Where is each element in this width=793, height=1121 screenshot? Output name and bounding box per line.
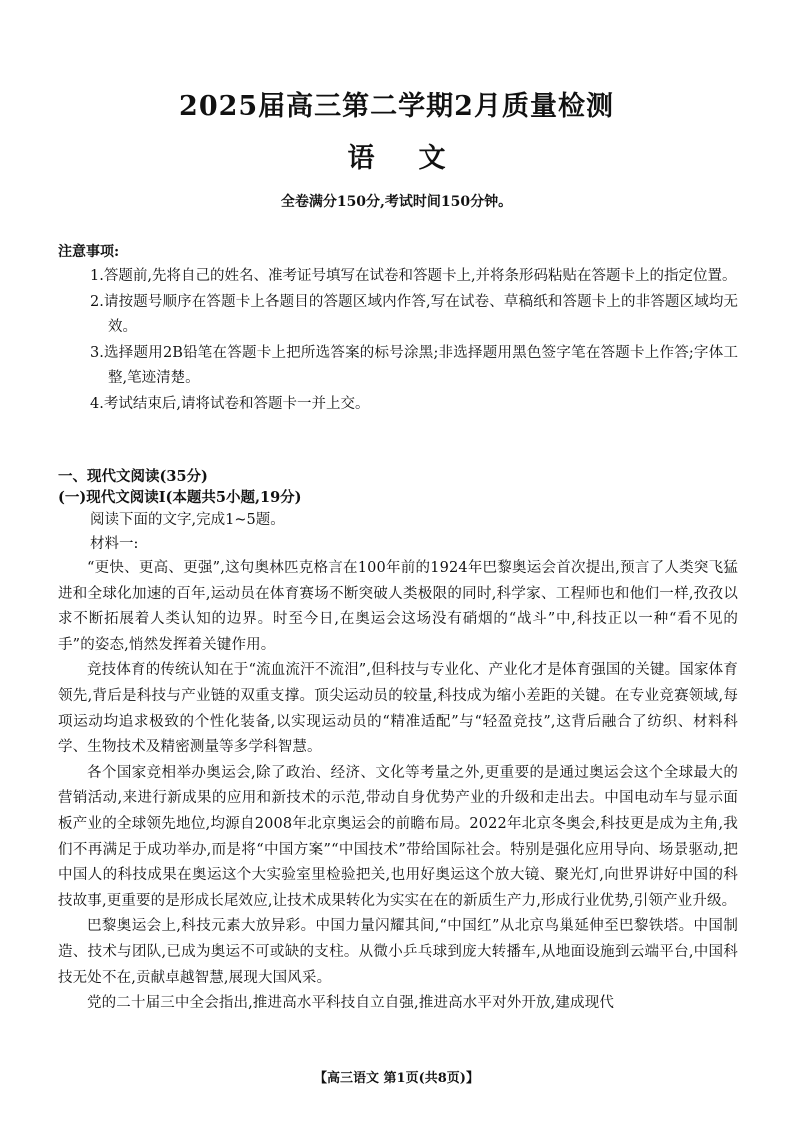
- material-paragraph: 党的二十届三中全会指出,推进高水平科技自立自强,推进高水平对外开放,建成现代: [87, 995, 615, 1012]
- reading-instruction: 阅读下面的文字,完成1~5题。: [90, 512, 285, 528]
- notice-heading: 注意事项:: [58, 244, 120, 260]
- notice-item: 4.考试结束后,请将试卷和答题卡一并上交。: [90, 395, 370, 412]
- notice-item: 1.答题前,先将自己的姓名、准考证号填写在试卷和答题卡上,并将条形码粘贴在答题卡上的指定位置。: [90, 268, 737, 284]
- subject-title: 语文: [347, 143, 490, 174]
- notice-item: 2.请按题号顺序在答题卡上各题目的答题区域内作答,写在试卷、草稿纸和答题卡上的非答题区域均无效。: [90, 293, 738, 335]
- material-paragraph: 竞技体育的传统认知在于“流血流汗不流泪”,但科技与专业化、产业化才是体育强国的关键。国家体育领先,背后是科技与产业链的双重支撑。顶尖运动员的较量,科技成为缩小差距的关键。在专业竞赛领域,每项运动均追求极致的个性化装备,以实现运动员的“精准适配”与“轻盈竞技”,这背后融合了纺织、材料科学、生物技术及精密测量等多学科智慧。: [58, 662, 738, 756]
- material-label: 材料一:: [90, 536, 139, 552]
- notice-item: 3.选择题用2B铅笔在答题卡上把所选答案的标号涂黑;非选择题用黑色签字笔在答题卡上作答;字体工整,笔迹清楚。: [90, 344, 738, 386]
- exam-title: 2025届高三第二学期2月质量检测: [179, 91, 614, 122]
- notice-block: [58, 240, 738, 417]
- exam-info: 全卷满分150分,考试时间150分钟。: [280, 194, 513, 210]
- section-heading: 一、现代文阅读(35分): [58, 468, 208, 485]
- page-footer: 【高三语文 第1页(共8页)】: [314, 1071, 479, 1086]
- reading-section: [58, 466, 738, 1017]
- material-paragraph: “更快、更高、更强”,这句奥林匹克格言在100年前的1924年巴黎奥运会首次提出,预言了人类突飞猛进和全球化加速的百年,运动员在体育赛场不断突破人类极限的同时,科学家、工程师也和他们一样,孜孜以求不断拓展着人类认知的边界。时至今日,在奥运会这场没有硝烟的“战斗”中,科技正以一种“看不见的手”的姿态,悄然发挥着关键作用。: [58, 560, 738, 653]
- section-subheading: (一)现代文阅读Ⅰ(本题共5小题,19分): [58, 489, 302, 506]
- material-paragraph: 巴黎奥运会上,科技元素大放异彩。中国力量闪耀其间,“中国红”从北京鸟巢延伸至巴黎铁塔。中国制造、技术与团队,已成为奥运不可或缺的支柱。从微小乒乓球到庞大转播车,从地面设施到云端平台,中国科技无处不在,贡献卓越智慧,展现大国风采。: [58, 918, 738, 986]
- material-paragraph: 各个国家竞相举办奥运会,除了政治、经济、文化等考量之外,更重要的是通过奥运会这个全球最大的营销活动,来进行新成果的应用和新技术的示范,带动自身优势产业的升级和走出去。中国电动车与显示面板产业的全球领先地位,均源自2008年北京奥运会的前瞻布局。2022年北京冬奥会,科技更是成为主角,我们不再满足于成功举办,而是将“中国方案”“中国技术”带给国际社会。特别是强化应用导向、场景驱动,把中国人的科技成果在奥运这个大实验室里检验把关,也用好奥运这个放大镜、聚光灯,向世界讲好中国的科技故事,更重要的是形成长尾效应,让技术成果转化为实实在在的新质生产力,形成行业优势,引领产业升级。: [58, 764, 738, 909]
- notice-list: [58, 264, 738, 417]
